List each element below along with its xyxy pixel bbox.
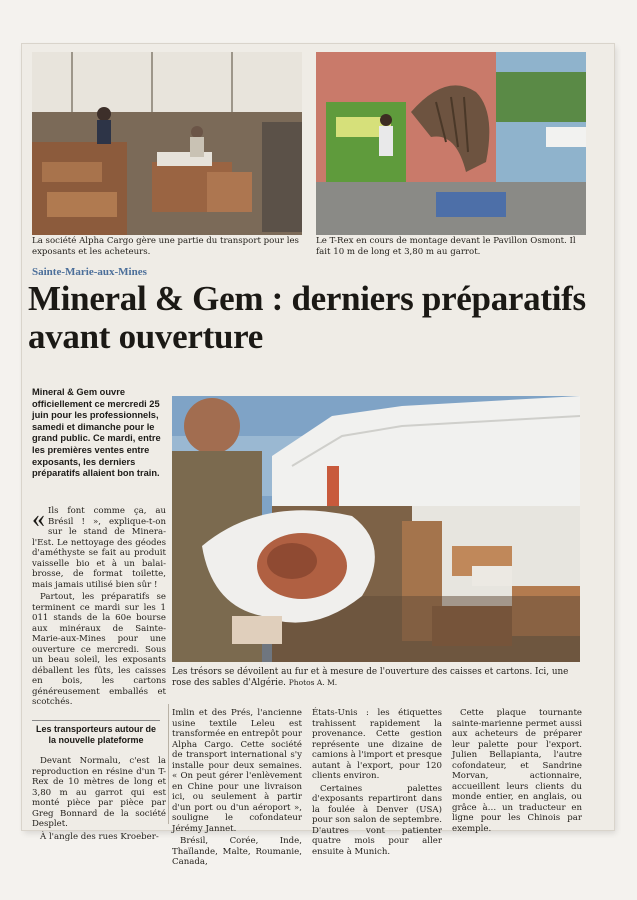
column-4-text: Cette plaque tournante sainte-marienne permet aussi aux acheteurs de préparer leur palette pour l'export. Julien Bellapianta, l'autre cofondateur, et Sandrine Morvan, actionnaire, accueillent leurs clients du monde entier, en anglais, ou grâce à… un traducteur en ligne pour les Chinois par exemple. <box>452 708 582 834</box>
main-caption-text: Les trésors se dévoilent au fur et à mesure de l'ouverture des caisses et cartons. Ici, une rose des sables d'Algérie. <box>172 667 569 688</box>
article-headline: Mineral & Gem : derniers préparatifs avant ouverture <box>28 279 586 356</box>
newspaper-clipping <box>22 44 614 867</box>
warehouse-photo <box>32 52 302 235</box>
column-rule <box>168 704 169 824</box>
column-3-text: États-Unis : les étiquettes trahissent rapidement la provenance. Cette gestion représente une dizaine de camions à l'import et presque autant à l'export, pour 120 clients environ. <box>312 708 443 781</box>
trex-photo <box>316 52 586 235</box>
article-column-3 <box>312 708 442 859</box>
trex-caption: Le T-Rex en cours de montage devant le Pavillon Osmont. Il fait 10 m de long et 3,80 m au garrot. <box>316 236 576 257</box>
article-column-1 <box>32 506 166 710</box>
section-subhead: Les transporteurs autour de la nouvelle plateforme <box>32 720 160 746</box>
article-column-2 <box>172 708 302 870</box>
main-caption <box>172 667 580 689</box>
main-photo <box>172 396 580 662</box>
article-column-1-bottom <box>32 756 166 844</box>
column-2-text: Imlin et des Prés, l'ancienne usine textile Leleu est transformée en entrepôt pour Alpha Cargo. Cette société de transport international s'y installe pour deux semaines. « On peut gérer l'enlèvement en Chine pour une livraison ici, ou seulement à partir d'un port ou d'un aéroport », souligne le cofondateur Jérémy Jannet. <box>172 708 302 834</box>
paragraph-1: Ils font comme ça, au Brésil ! », explique-t-on sur le stand de Minera-l'Est. Le nettoyage des géodes d'améthyste se fait au produit vaisselle bio et à un balai-brosse, de format toilette, mais jamais utilisé bien sûr ! <box>32 506 166 590</box>
article-column-4 <box>452 708 582 836</box>
paragraph-3: Devant Normalu, c'est la reproduction en résine d'un T-Rex de 10 mètres de long et 3,80 m au garrot qui est monté pièce par pièce par Greg Bonnard de la société Desplet. <box>32 756 166 829</box>
paragraph-4: À l'angle des rues Kroeber- <box>40 831 159 842</box>
dropcap-quote: « <box>32 504 45 533</box>
article-kicker: Sainte-Marie-aux-Mines <box>32 266 147 278</box>
warehouse-caption: La société Alpha Cargo gère une partie du transport pour les exposants et les acheteurs. <box>32 236 299 257</box>
photo-credit: Photos A. M. <box>288 677 338 687</box>
column-3-text-b: Certaines palettes d'exposants repartiront dans la foulée à Denver (USA) pour son salon de septembre. D'autres vont patienter quatre mois pour aller ensuite à Munich. <box>312 783 442 857</box>
paragraph-2: Partout, les préparatifs se terminent ce mardi sur les 1 011 stands de la 60e bourse aux minéraux de Sainte-Marie-aux-Mines pour une ouverture ce mercredi. Sous un beau soleil, les exposants déballent les fûts, les caisses en bois, les cartons généreusement emballés et scotchés. <box>32 592 166 707</box>
column-2-text-b: Brésil, Corée, Inde, Thaïlande, Malte, Roumanie, Canada, <box>172 836 302 867</box>
article-lead: Mineral & Gem ouvre officiellement ce mercredi 25 juin pour les professionnels, samedi et dimanche pour le grand public. Ce mardi, entre les premières ventes entre exposants, les derniers préparatifs allaient bon train. <box>32 387 161 479</box>
